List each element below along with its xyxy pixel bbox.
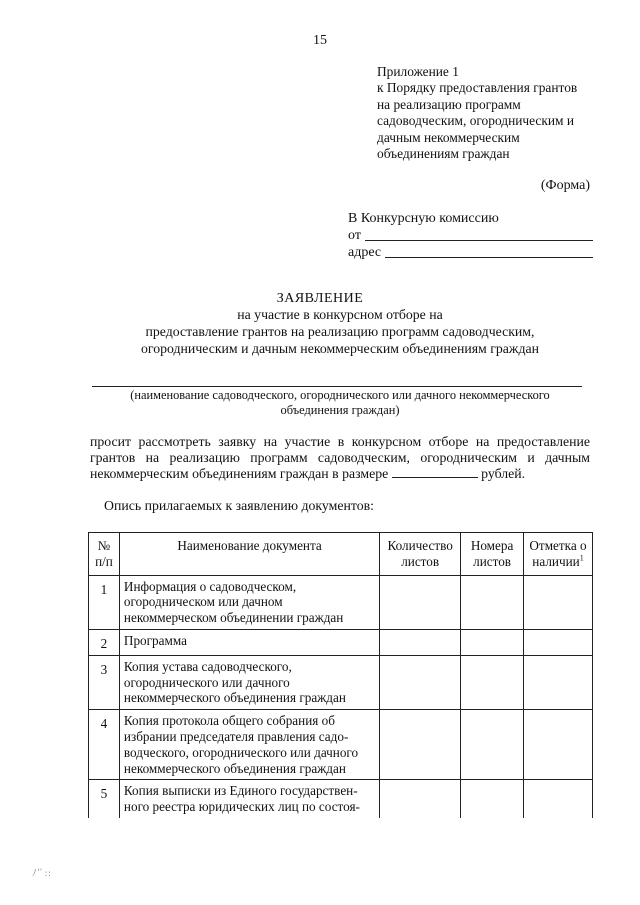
header-num: № п/п (89, 533, 120, 576)
row-name: Программа (119, 629, 379, 655)
header-pages: Номера листов (461, 533, 524, 576)
form-label: (Форма) (540, 178, 590, 193)
appendix-line: дачным некоммерческим (377, 129, 520, 145)
address-blank (385, 246, 593, 258)
address-label: адрес (348, 245, 382, 260)
row-mark-cell (524, 710, 593, 780)
request-currency: рублей. (481, 466, 526, 482)
request-paragraph (90, 434, 590, 483)
row-name: Копия протокола общего собрания об избрании председателя правления садо-водческого, огороднического или дачного некоммерческого объединения граждан (119, 710, 379, 780)
header-mark (524, 533, 593, 576)
table-row (89, 655, 593, 709)
margin-mark: ﾉ'ﾞ:: (32, 868, 52, 878)
appendix-line: садоводческим, огородническим и (377, 113, 575, 129)
association-name-blank (92, 386, 582, 387)
row-pages-cell (461, 629, 524, 655)
appendix-line: к Порядку предоставления грантов (377, 80, 578, 96)
appendix-line: Приложение 1 (377, 64, 459, 79)
row-pages-cell (461, 655, 524, 709)
row-qty-cell (380, 655, 461, 709)
row-num: 2 (89, 629, 120, 655)
inventory-label: Опись прилагаемых к заявлению документов: (104, 498, 374, 513)
row-qty-cell (380, 629, 461, 655)
row-mark-cell (524, 575, 593, 629)
subtitle-line: огородническим и дачным некоммерческим объединениям граждан (141, 340, 539, 356)
row-num: 3 (89, 655, 120, 709)
header-name: Наименование документа (119, 533, 379, 576)
address-line (348, 244, 593, 261)
table-header-row (89, 533, 593, 576)
row-mark-cell (524, 629, 593, 655)
table-row (89, 710, 593, 780)
header-mark-label: Отметка о наличии (529, 538, 587, 569)
addressee-block (348, 210, 593, 261)
association-name-caption (110, 388, 570, 417)
row-qty-cell (380, 780, 461, 818)
document-subtitle (100, 307, 580, 357)
table-row (89, 629, 593, 655)
header-qty: Количество листов (380, 533, 461, 576)
table-row (89, 780, 593, 818)
row-num: 1 (89, 575, 120, 629)
from-blank (365, 229, 593, 241)
row-pages-cell (461, 575, 524, 629)
row-num: 4 (89, 710, 120, 780)
page-number: 15 (313, 33, 327, 48)
row-name: Копия устава садоводческого, огороднического или дачного некоммерческого объединения граждан (119, 655, 379, 709)
appendix-line: объединениям граждан (377, 146, 510, 162)
from-label: от (348, 228, 361, 243)
appendix-line: на реализацию программ (377, 96, 521, 112)
subtitle-line: предоставление грантов на реализацию программ садоводческим, (145, 323, 535, 339)
request-text: просит рассмотреть заявку на участие в конкурсном отборе на предоставление грантов на реализацию программ садоводческим, огородническим и дачным некоммерческим объединениям граждан в размере (90, 434, 590, 482)
row-name: Информация о садоводческом, огородническом или дачном некоммерческом объединении граждан (119, 575, 379, 629)
row-pages-cell (461, 780, 524, 818)
subtitle-line: на участие в конкурсном отборе на (237, 307, 443, 322)
row-pages-cell (461, 710, 524, 780)
from-line (348, 227, 593, 244)
amount-blank (392, 468, 478, 478)
row-mark-cell (524, 780, 593, 818)
documents-table (88, 532, 593, 818)
row-name: Копия выписки из Единого государствен-ного реестра юридических лиц по состоя- (119, 780, 379, 818)
document-title: ЗАЯВЛЕНИЕ (276, 291, 364, 306)
row-num: 5 (89, 780, 120, 818)
row-mark-cell (524, 655, 593, 709)
table-row (89, 575, 593, 629)
row-qty-cell (380, 710, 461, 780)
footnote-marker: 1 (579, 553, 584, 563)
appendix-block (377, 64, 617, 162)
caption-line: объединения граждан) (280, 402, 400, 417)
caption-line: (наименование садоводческого, огороднического или дачного некоммерческого (130, 388, 550, 402)
addressee-to: В Конкурсную комиссию (348, 211, 499, 226)
row-qty-cell (380, 575, 461, 629)
